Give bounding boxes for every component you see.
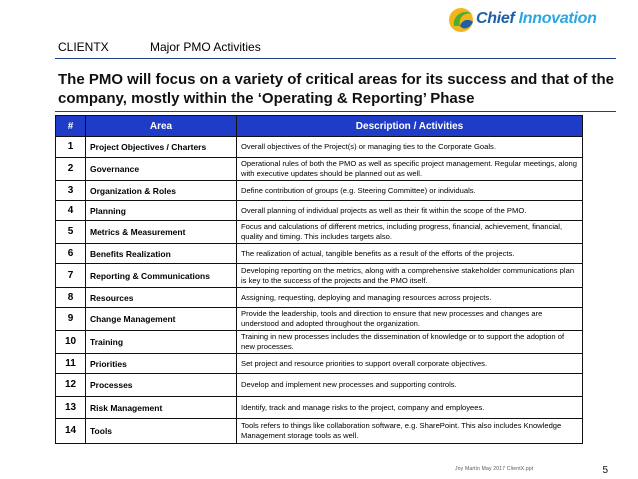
header-divider	[55, 58, 616, 59]
row-number: 6	[56, 244, 86, 264]
table-row	[56, 397, 583, 419]
slide-headline: The PMO will focus on a variety of critical areas for its success and that of the company, mostly within the ‘Operating & Reporting’ Phase	[58, 71, 614, 107]
row-number: 2	[56, 158, 86, 181]
page-number: 5	[602, 465, 608, 476]
table-row	[56, 374, 583, 397]
column-header-area: Area	[86, 116, 237, 137]
pmo-activities-table	[55, 115, 583, 444]
row-number: 7	[56, 264, 86, 288]
table-header-row	[56, 116, 583, 137]
row-number: 4	[56, 201, 86, 221]
table-row	[56, 158, 583, 181]
row-area: Tools	[86, 419, 237, 444]
row-number: 11	[56, 354, 86, 374]
table-row	[56, 244, 583, 264]
slide-header	[58, 38, 261, 56]
row-area: Priorities	[86, 354, 237, 374]
chief-innovation-logo	[446, 4, 622, 36]
row-number: 1	[56, 137, 86, 158]
row-description: Developing reporting on the metrics, along with a comprehensive stakeholder communications plan is key to the success of the projects and the PMO itself.	[237, 264, 583, 288]
row-area: Benefits Realization	[86, 244, 237, 264]
row-area: Training	[86, 331, 237, 354]
column-header-number: #	[56, 116, 86, 137]
row-description: Identify, track and manage risks to the project, company and employees.	[237, 397, 583, 419]
row-number: 9	[56, 308, 86, 331]
table-row	[56, 181, 583, 201]
logo-text-prefix: Chief	[476, 10, 519, 27]
row-description: Tools refers to things like collaboration software, e.g. SharePoint. This also includes Knowledge Management storage tools as well.	[237, 419, 583, 444]
section-title: Major PMO Activities	[150, 40, 261, 54]
row-area: Processes	[86, 374, 237, 397]
row-description: Operational rules of both the PMO as well as specific project management. Regular meetings, along with executive updates should be planned out as well.	[237, 158, 583, 181]
row-number: 10	[56, 331, 86, 354]
footer-meta: Joy Martin May 2017 ClientX.ppt	[455, 466, 534, 472]
row-area: Risk Management	[86, 397, 237, 419]
row-description: Define contribution of groups (e.g. Steering Committee) or individuals.	[237, 181, 583, 201]
row-description: Provide the leadership, tools and direction to ensure that new processes and changes are understood and adopted throughout the organization.	[237, 308, 583, 331]
logo-swirl-icon	[446, 4, 476, 36]
table-row	[56, 288, 583, 308]
row-area: Resources	[86, 288, 237, 308]
row-area: Change Management	[86, 308, 237, 331]
row-area: Metrics & Measurement	[86, 221, 237, 244]
row-number: 13	[56, 397, 86, 419]
row-description: Set project and resource priorities to support overall corporate objectives.	[237, 354, 583, 374]
row-number: 8	[56, 288, 86, 308]
row-number: 12	[56, 374, 86, 397]
row-description: Assigning, requesting, deploying and managing resources across projects.	[237, 288, 583, 308]
headline-divider	[55, 111, 616, 112]
row-description: Training in new processes includes the dissemination of knowledge or to support the adoption of new processes.	[237, 331, 583, 354]
row-number: 3	[56, 181, 86, 201]
row-number: 5	[56, 221, 86, 244]
table-row	[56, 419, 583, 444]
client-name: CLIENTX	[58, 40, 109, 54]
row-area: Project Objectives / Charters	[86, 137, 237, 158]
table-row	[56, 264, 583, 288]
row-area: Organization & Roles	[86, 181, 237, 201]
table-row	[56, 201, 583, 221]
table-row	[56, 354, 583, 374]
logo-text	[476, 10, 597, 28]
row-area: Reporting & Communications	[86, 264, 237, 288]
row-description: The realization of actual, tangible benefits as a result of the efforts of the projects.	[237, 244, 583, 264]
table-row	[56, 221, 583, 244]
row-area: Planning	[86, 201, 237, 221]
row-description: Overall planning of individual projects as well as their fit within the scope of the PMO.	[237, 201, 583, 221]
row-description: Focus and calculations of different metrics, including progress, financial, achievement, financial, quality and timing. This includes targets also.	[237, 221, 583, 244]
row-area: Governance	[86, 158, 237, 181]
row-description: Overall objectives of the Project(s) or managing ties to the Corporate Goals.	[237, 137, 583, 158]
table-row	[56, 137, 583, 158]
row-number: 14	[56, 419, 86, 444]
table-row	[56, 308, 583, 331]
logo-text-accent: Innovation	[518, 10, 597, 27]
column-header-description: Description / Activities	[237, 116, 583, 137]
table-row	[56, 331, 583, 354]
row-description: Develop and implement new processes and supporting controls.	[237, 374, 583, 397]
